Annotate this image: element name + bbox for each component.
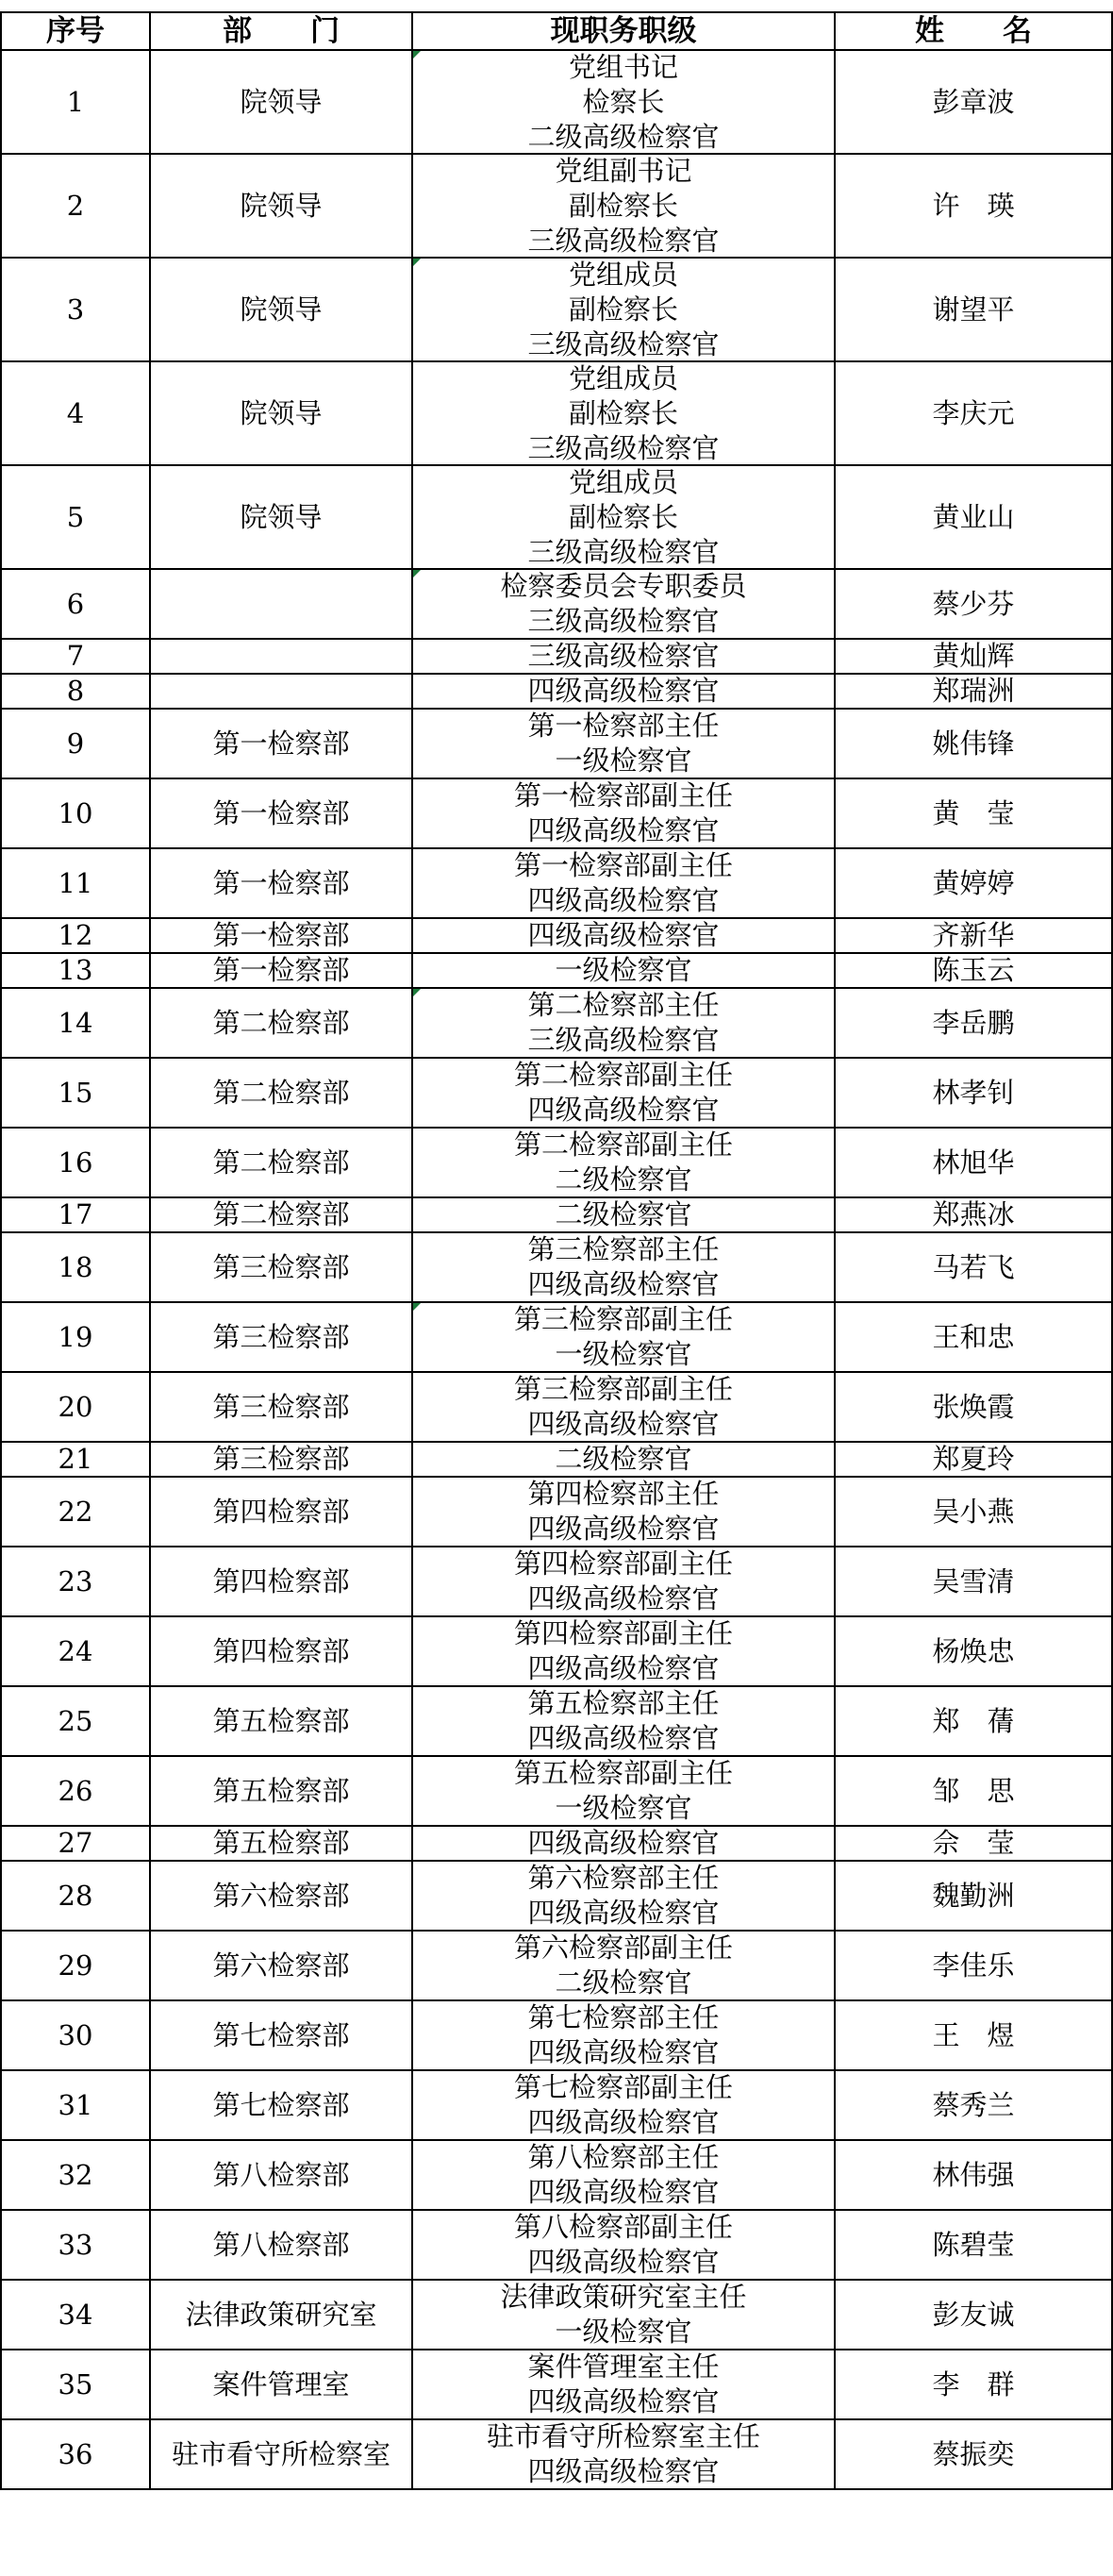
row-number-cell: 19 [0,1303,151,1373]
position-line: 一级检察官 [555,2316,692,2348]
name-cell: 彭友诚 [836,2281,1113,2350]
row-number-cell: 4 [0,362,151,466]
row-number-cell: 15 [0,1059,151,1129]
name-cell: 黄业山 [836,466,1113,570]
position-cell [413,362,836,466]
name-cell: 杨焕忠 [836,1617,1113,1687]
department-cell: 第二检察部 [151,1198,413,1233]
name-cell: 许 瑛 [836,155,1113,259]
cell-comment-marker [413,259,421,266]
row-number-cell: 8 [0,675,151,710]
row-number-cell: 3 [0,259,151,362]
position-line: 三级高级检察官 [527,1024,720,1056]
position-line: 第八检察部副主任 [513,2211,733,2243]
department-cell: 院领导 [151,466,413,570]
department-cell: 法律政策研究室 [151,2281,413,2350]
department-cell: 第三检察部 [151,1443,413,1478]
position-line: 第三检察部主任 [527,1233,720,1265]
row-number-cell: 26 [0,1757,151,1827]
department-cell: 驻市看守所检察室 [151,2420,413,2490]
department-cell: 第三检察部 [151,1373,413,1443]
department-cell: 第六检察部 [151,1862,413,1932]
position-line: 第七检察部主任 [527,2001,720,2033]
name-cell: 蔡秀兰 [836,2071,1113,2141]
position-cell [413,1303,836,1373]
row-number-cell: 28 [0,1862,151,1932]
row-number-cell: 21 [0,1443,151,1478]
position-cell [413,1129,836,1198]
position-cell [413,779,836,849]
position-line: 四级高级检察官 [527,1897,720,1929]
name-cell: 吴小燕 [836,1478,1113,1547]
position-line: 三级高级检察官 [527,431,720,464]
position-cell [413,1547,836,1617]
row-number-cell: 2 [0,155,151,259]
row-number-cell: 27 [0,1827,151,1862]
position-cell [413,2420,836,2490]
position-cell [413,954,836,989]
name-cell: 郑 蒨 [836,1687,1113,1757]
position-line: 检察委员会专职委员 [500,570,747,602]
position-cell [413,919,836,954]
position-line: 四级高级检察官 [527,2455,720,2487]
position-line: 二级检察官 [555,1443,692,1475]
position-line: 第七检察部副主任 [513,2071,733,2103]
name-cell: 黄灿辉 [836,640,1113,675]
position-line: 党组副书记 [555,155,692,187]
position-line: 四级高级检察官 [527,2036,720,2068]
row-number-cell: 33 [0,2211,151,2281]
row-number-cell: 11 [0,849,151,919]
position-cell [413,51,836,155]
position-line: 副检察长 [568,396,678,429]
row-number-cell: 18 [0,1233,151,1303]
position-line: 法律政策研究室主任 [500,2281,747,2313]
row-number-cell: 12 [0,919,151,954]
name-cell: 黄 莹 [836,779,1113,849]
department-cell: 第四检察部 [151,1547,413,1617]
department-cell: 第二检察部 [151,1059,413,1129]
position-line: 四级高级检察官 [527,919,720,951]
header-cell-number: 序号 [0,11,151,51]
position-line: 第三检察部副主任 [513,1373,733,1405]
position-line: 四级高级检察官 [527,1827,720,1859]
personnel-table [0,11,1113,2566]
position-line: 四级高级检察官 [527,1268,720,1300]
position-line: 第四检察部主任 [527,1478,720,1510]
row-number-cell: 23 [0,1547,151,1617]
department-cell: 院领导 [151,51,413,155]
position-cell [413,640,836,675]
department-cell: 第四检察部 [151,1617,413,1687]
department-cell: 第四检察部 [151,1478,413,1547]
position-line: 第五检察部主任 [527,1687,720,1719]
name-cell: 李佳乐 [836,1932,1113,2001]
name-cell: 李岳鹏 [836,989,1113,1059]
position-line: 第六检察部副主任 [513,1932,733,1964]
name-cell: 林伟强 [836,2141,1113,2211]
position-cell [413,710,836,779]
position-cell [413,466,836,570]
position-line: 第八检察部主任 [527,2141,720,2173]
department-cell: 第五检察部 [151,1687,413,1757]
department-cell: 院领导 [151,362,413,466]
department-cell: 院领导 [151,155,413,259]
position-line: 二级检察官 [555,1198,692,1230]
position-cell [413,2350,836,2420]
row-number-cell: 17 [0,1198,151,1233]
position-cell [413,1373,836,1443]
row-number-cell: 35 [0,2350,151,2420]
row-number-cell: 1 [0,51,151,155]
position-cell [413,849,836,919]
position-cell [413,1059,836,1129]
position-line: 副检察长 [568,189,678,222]
row-number-cell: 7 [0,640,151,675]
department-cell: 第七检察部 [151,2001,413,2071]
row-number-cell: 14 [0,989,151,1059]
position-line: 第五检察部副主任 [513,1757,733,1789]
department-cell [151,675,413,710]
name-cell: 陈碧莹 [836,2211,1113,2281]
position-line: 四级高级检察官 [527,1513,720,1545]
position-line: 一级检察官 [555,1338,692,1370]
department-cell: 第一检察部 [151,710,413,779]
department-cell: 第六检察部 [151,1932,413,2001]
department-cell: 第七检察部 [151,2071,413,2141]
name-cell: 彭章波 [836,51,1113,155]
name-cell: 邹 思 [836,1757,1113,1827]
row-number-cell: 31 [0,2071,151,2141]
department-cell [151,570,413,640]
position-line: 第四检察部副主任 [513,1547,733,1580]
name-cell: 魏勤洲 [836,1862,1113,1932]
position-cell [413,2001,836,2071]
name-cell: 姚伟锋 [836,710,1113,779]
position-line: 四级高级检察官 [527,2385,720,2417]
row-number-cell: 10 [0,779,151,849]
position-cell [413,1443,836,1478]
position-cell [413,2141,836,2211]
position-cell [413,2071,836,2141]
position-line: 第二检察部副主任 [513,1129,733,1161]
name-cell: 王和忠 [836,1303,1113,1373]
position-line: 第二检察部主任 [527,989,720,1021]
name-cell: 郑燕冰 [836,1198,1113,1233]
row-number-cell: 30 [0,2001,151,2071]
department-cell: 第五检察部 [151,1757,413,1827]
position-line: 四级高级检察官 [527,884,720,916]
header-cell-position: 现职务职级 [413,11,836,51]
name-cell: 马若飞 [836,1233,1113,1303]
position-line: 三级高级检察官 [527,640,720,672]
position-line: 党组成员 [568,362,678,394]
row-number-cell: 13 [0,954,151,989]
department-cell: 第五检察部 [151,1827,413,1862]
position-line: 二级检察官 [555,1966,692,1999]
department-cell: 院领导 [151,259,413,362]
position-line: 四级高级检察官 [527,2106,720,2138]
cell-comment-marker [413,51,421,59]
position-cell [413,1617,836,1687]
department-cell [151,640,413,675]
name-cell: 张焕霞 [836,1373,1113,1443]
department-cell: 第一检察部 [151,954,413,989]
position-line: 四级高级检察官 [527,2176,720,2208]
name-cell: 蔡少芬 [836,570,1113,640]
position-cell [413,1757,836,1827]
row-number-cell: 6 [0,570,151,640]
position-line: 第二检察部副主任 [513,1059,733,1091]
row-number-cell: 29 [0,1932,151,2001]
name-cell: 林孝钊 [836,1059,1113,1129]
row-number-cell: 25 [0,1687,151,1757]
name-cell: 郑夏玲 [836,1443,1113,1478]
department-cell: 第三检察部 [151,1303,413,1373]
position-line: 第六检察部主任 [527,1862,720,1894]
position-line: 驻市看守所检察室主任 [486,2420,760,2452]
cell-comment-marker [413,570,421,577]
position-line: 党组成员 [568,259,678,291]
name-cell: 谢望平 [836,259,1113,362]
row-number-cell: 20 [0,1373,151,1443]
position-line: 一级检察官 [555,954,692,986]
position-line: 第一检察部副主任 [513,849,733,881]
position-line: 第一检察部主任 [527,710,720,742]
position-line: 第一检察部副主任 [513,779,733,811]
department-cell: 第二检察部 [151,989,413,1059]
name-cell: 吴雪清 [836,1547,1113,1617]
position-cell [413,1233,836,1303]
position-cell [413,570,836,640]
position-line: 第四检察部副主任 [513,1617,733,1649]
position-cell [413,259,836,362]
name-cell: 郑瑞洲 [836,675,1113,710]
cell-comment-marker [413,989,421,996]
position-cell [413,1198,836,1233]
department-cell: 第一检察部 [151,919,413,954]
position-line: 副检察长 [568,500,678,533]
position-cell [413,989,836,1059]
position-line: 案件管理室主任 [527,2350,720,2383]
position-line: 三级高级检察官 [527,605,720,637]
position-line: 副检察长 [568,293,678,326]
name-cell: 李 群 [836,2350,1113,2420]
position-line: 检察长 [582,85,665,118]
position-line: 三级高级检察官 [527,535,720,568]
row-number-cell: 5 [0,466,151,570]
row-number-cell: 32 [0,2141,151,2211]
position-line: 三级高级检察官 [527,327,720,360]
name-cell: 李庆元 [836,362,1113,466]
position-line: 四级高级检察官 [527,1582,720,1614]
position-cell [413,2211,836,2281]
position-line: 四级高级检察官 [527,1408,720,1440]
position-line: 第三检察部副主任 [513,1303,733,1335]
name-cell: 陈玉云 [836,954,1113,989]
department-cell: 第一检察部 [151,779,413,849]
position-cell [413,1827,836,1862]
position-line: 二级检察官 [555,1163,692,1196]
position-line: 一级检察官 [555,1792,692,1824]
name-cell: 佘 莹 [836,1827,1113,1862]
position-line: 党组书记 [568,51,678,83]
row-number-cell: 22 [0,1478,151,1547]
row-number-cell: 34 [0,2281,151,2350]
position-line: 二级高级检察官 [527,120,720,153]
position-cell [413,155,836,259]
row-number-cell: 9 [0,710,151,779]
position-cell [413,675,836,710]
position-line: 四级高级检察官 [527,675,720,707]
department-cell: 案件管理室 [151,2350,413,2420]
position-line: 党组成员 [568,466,678,498]
position-line: 一级检察官 [555,744,692,777]
position-line: 三级高级检察官 [527,224,720,257]
row-number-cell: 24 [0,1617,151,1687]
department-cell: 第三检察部 [151,1233,413,1303]
position-cell [413,1862,836,1932]
name-cell: 蔡振奕 [836,2420,1113,2490]
department-cell: 第一检察部 [151,849,413,919]
position-line: 四级高级检察官 [527,1722,720,1754]
cell-comment-marker [413,1303,421,1311]
header-cell-department: 部 门 [151,11,413,51]
name-cell: 王 煜 [836,2001,1113,2071]
position-line: 四级高级检察官 [527,2246,720,2278]
name-cell: 齐新华 [836,919,1113,954]
department-cell: 第二检察部 [151,1129,413,1198]
position-line: 四级高级检察官 [527,1652,720,1684]
position-cell [413,1932,836,2001]
row-number-cell: 16 [0,1129,151,1198]
department-cell: 第八检察部 [151,2211,413,2281]
name-cell: 林旭华 [836,1129,1113,1198]
department-cell: 第八检察部 [151,2141,413,2211]
row-number-cell: 36 [0,2420,151,2490]
position-cell [413,1478,836,1547]
header-cell-name: 姓 名 [836,11,1113,51]
position-cell [413,2281,836,2350]
position-cell [413,1687,836,1757]
position-line: 四级高级检察官 [527,814,720,846]
name-cell: 黄婷婷 [836,849,1113,919]
position-line: 四级高级检察官 [527,1094,720,1126]
